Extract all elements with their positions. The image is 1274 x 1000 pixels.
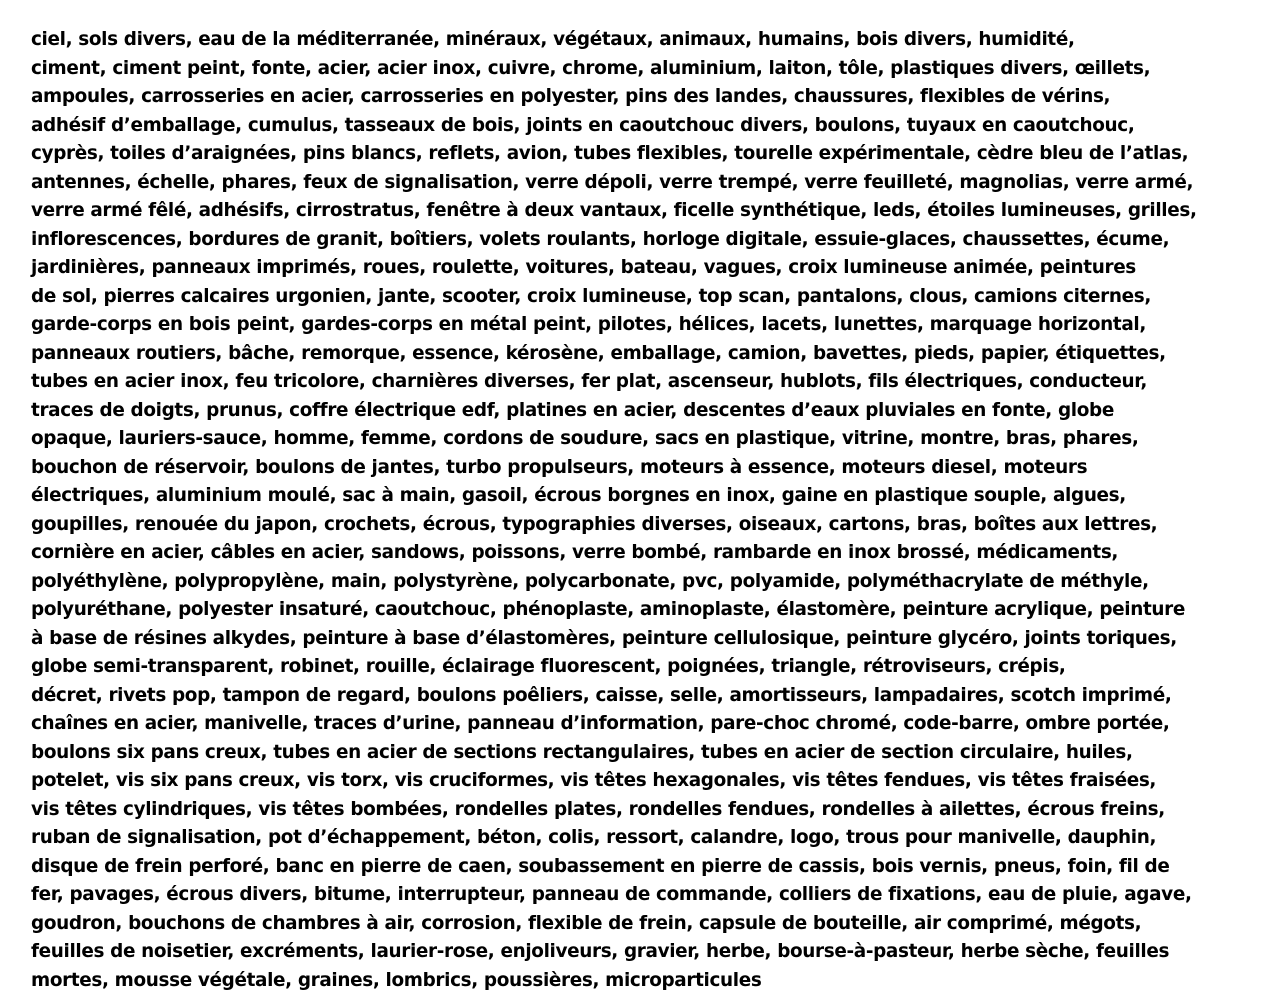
text-line: ruban de signalisation, pot d’échappement, béton, colis, ressort, calandre, logo, trous pour manivelle, dauphin, <box>31 827 1157 848</box>
text-line: électriques, aluminium moulé, sac à main, gasoil, écrous borgnes en inox, gaine en plastique souple, algues, <box>31 485 1126 506</box>
text-line: à base de résines alkydes, peinture à base d’élastomères, peinture cellulosique, peinture glycéro, joints toriques, <box>31 627 1177 649</box>
text-line: décret, rivets pop, tampon de regard, boulons poêliers, caisse, selle, amortisseurs, lampadaires, scotch imprimé, <box>31 684 1172 706</box>
text-line: vis têtes cylindriques, vis têtes bombées, rondelles plates, rondelles fendues, rondelles à ailettes, écrous freins, <box>31 798 1165 820</box>
text-line: polyéthylène, polypropylène, main, polystyrène, polycarbonate, pvc, polyamide, polyméthacrylate de méthyle, <box>31 570 1149 592</box>
text-line: potelet, vis six pans creux, vis torx, vis cruciformes, vis têtes hexagonales, vis têtes fendues, vis têtes fraisées, <box>31 770 1157 791</box>
text-line: fer, pavages, écrous divers, bitume, interrupteur, panneau de commande, colliers de fixations, eau de pluie, agave, <box>31 884 1192 905</box>
text-line: chaînes en acier, manivelle, traces d’urine, panneau d’information, pare-choc chromé, code-barre, ombre portée, <box>31 713 1170 734</box>
text-line: cornière en acier, câbles en acier, sandows, poissons, verre bombé, rambarde en inox brossé, médicaments, <box>31 542 1119 563</box>
text-line: panneaux routiers, bâche, remorque, essence, kérosène, emballage, camion, bavettes, pieds, papier, étiquettes, <box>31 342 1166 364</box>
text-line: bouchon de réservoir, boulons de jantes, turbo propulseurs, moteurs à essence, moteurs diesel, moteurs <box>31 456 1088 478</box>
text-line: adhésif d’emballage, cumulus, tasseaux de bois, joints en caoutchouc divers, boulons, tuyaux en caoutchouc, <box>31 114 1135 136</box>
text-line: disque de frein perforé, banc en pierre de caen, soubassement en pierre de cassis, bois vernis, pneus, foin, fil de <box>31 855 1170 877</box>
text-line: polyuréthane, polyester insaturé, caoutchouc, phénoplaste, aminoplaste, élastomère, peinture acrylique, peinture <box>31 599 1185 620</box>
text-line: tubes en acier inox, feu tricolore, charnières diverses, fer plat, ascenseur, hublots, fils électriques, conducteur, <box>31 371 1147 392</box>
text-line: opaque, lauriers-sauce, homme, femme, cordons de soudure, sacs en plastique, vitrine, montre, bras, phares, <box>31 428 1139 449</box>
text-line: de sol, pierres calcaires urgonien, jante, scooter, croix lumineuse, top scan, pantalons, clous, camions citernes, <box>31 285 1151 307</box>
text-line: goudron, bouchons de chambres à air, corrosion, flexible de frein, capsule de bouteille, air comprimé, mégots, <box>31 912 1142 934</box>
text-line: antennes, échelle, phares, feux de signalisation, verre dépoli, verre trempé, verre feuilleté, magnolias, verre armé, <box>31 171 1194 193</box>
text-line: globe semi-transparent, robinet, rouille, éclairage fluorescent, poignées, triangle, rétroviseurs, crépis, <box>31 656 1066 677</box>
text-line: ciel, sols divers, eau de la méditerranée, minéraux, végétaux, animaux, humains, bois divers, humidité, <box>31 29 1075 50</box>
text-line: ampoules, carrosseries en acier, carrosseries en polyester, pins des landes, chaussures, flexibles de vérins, <box>31 86 1111 107</box>
text-line: garde-corps en bois peint, gardes-corps en métal peint, pilotes, hélices, lacets, lunettes, marquage horizontal, <box>31 314 1147 335</box>
text-line: goupilles, renouée du japon, crochets, écrous, typographies diverses, oiseaux, cartons, bras, boîtes aux lettres, <box>31 513 1158 535</box>
text-line: traces de doigts, prunus, coffre électrique edf, platines en acier, descentes d’eaux pluviales en fonte, globe <box>31 399 1114 421</box>
text-line: cyprès, toiles d’araignées, pins blancs, reflets, avion, tubes flexibles, tourelle expérimentale, cèdre bleu de l’atlas, <box>31 143 1189 164</box>
text-block <box>31 26 1263 995</box>
text-line: jardinières, panneaux imprimés, roues, roulette, voitures, bateau, vagues, croix lumineuse animée, peintures <box>31 257 1136 278</box>
text-line: feuilles de noisetier, excréments, laurier-rose, enjoliveurs, gravier, herbe, bourse-à-pasteur, herbe sèche, feuilles <box>31 941 1170 962</box>
text-line: mortes, mousse végétale, graines, lombrics, poussières, microparticules <box>31 969 762 991</box>
text-line: ciment, ciment peint, fonte, acier, acier inox, cuivre, chrome, aluminium, laiton, tôle, plastiques divers, œillets, <box>31 57 1151 79</box>
text-line: inflorescences, bordures de granit, boîtiers, volets roulants, horloge digitale, essuie-glaces, chaussettes, écume, <box>31 228 1170 250</box>
text-line: boulons six pans creux, tubes en acier de sections rectangulaires, tubes en acier de section circulaire, huiles, <box>31 741 1133 763</box>
text-line: verre armé fêlé, adhésifs, cirrostratus, fenêtre à deux vantaux, ficelle synthétique, leds, étoiles lumineuses, grilles, <box>31 200 1197 221</box>
